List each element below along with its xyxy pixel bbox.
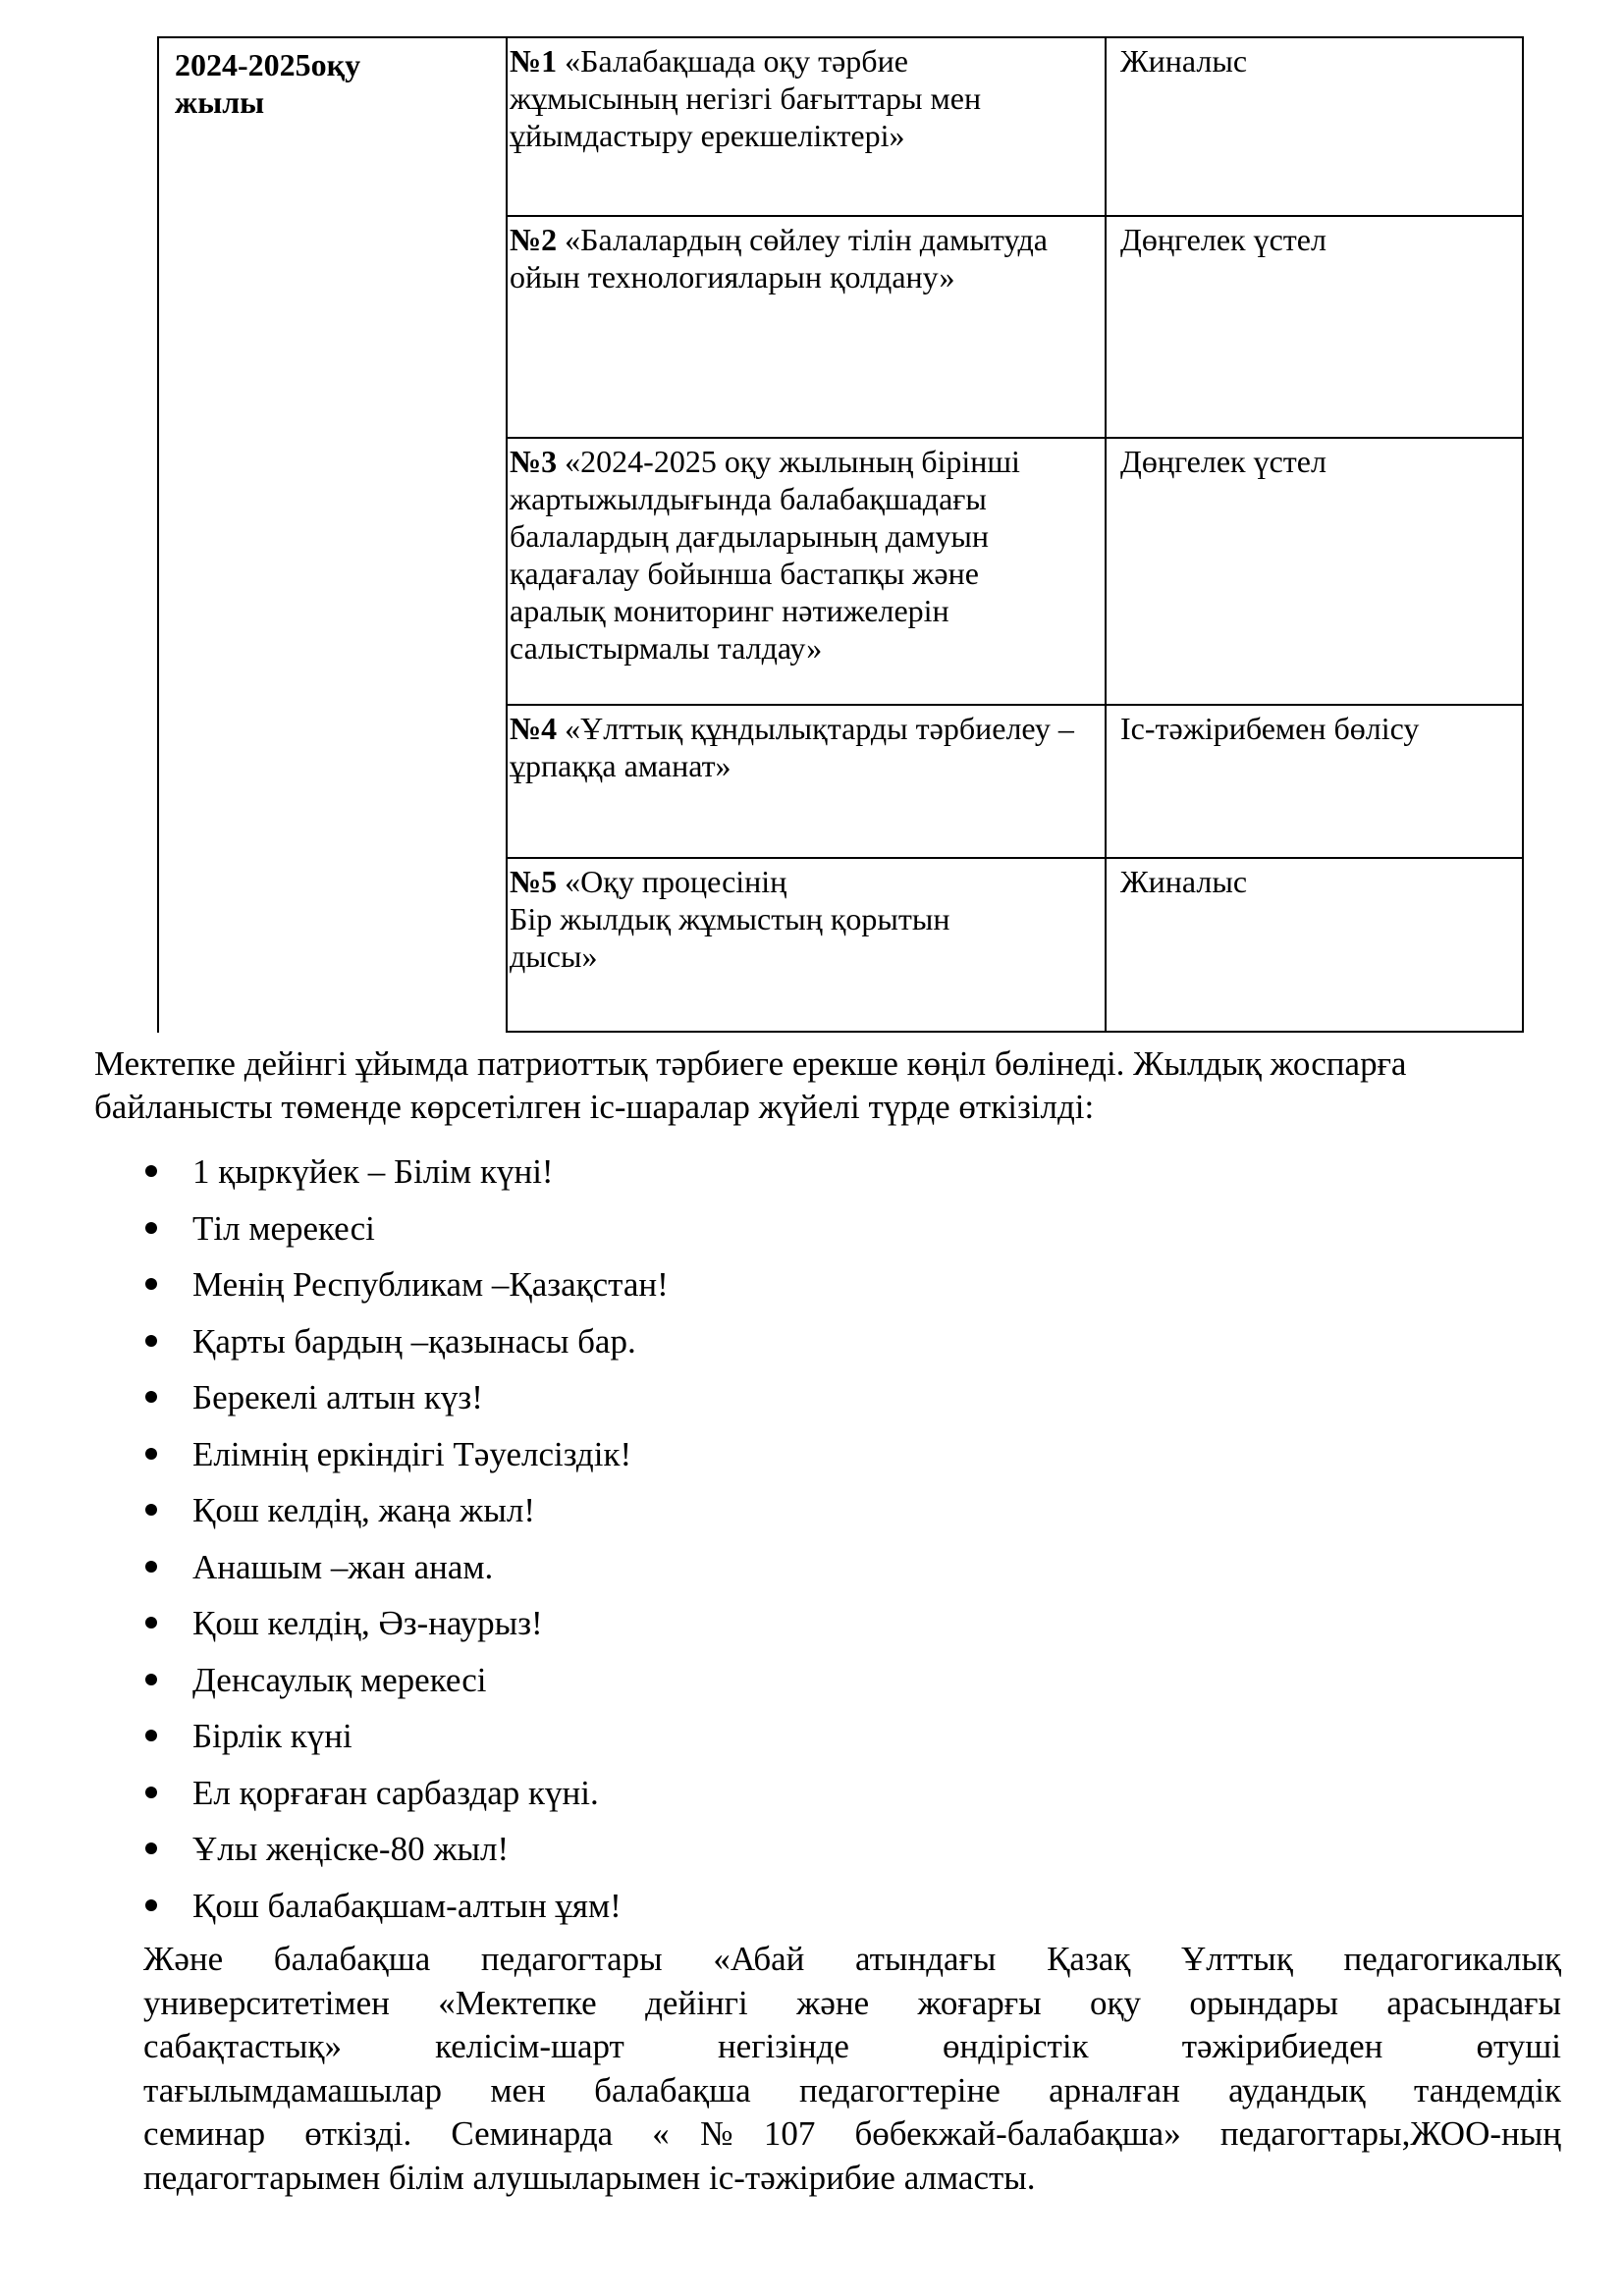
methodical-meetings-table (157, 36, 1524, 1033)
list-item (137, 1659, 1414, 1716)
bullet-icon (145, 1561, 157, 1573)
bullet-icon (145, 1391, 157, 1403)
bullet-icon (145, 1165, 157, 1177)
closing-line: сабақтастық» келісім-шарт негізінде өндірістік тәжірибиеден өтуші (143, 2027, 1561, 2065)
list-item (137, 1885, 1414, 1942)
meeting-number: №4 (510, 711, 558, 746)
academic-year-line-1: 2024-2025оқу (175, 47, 361, 82)
closing-line: семинар өткізді. Семинарда «№107 бөбекжай-балабақша» педагогтары,ЖОО-ның (143, 2114, 1561, 2153)
event-label: 1 қыркүйек – Білім күні! (192, 1152, 554, 1191)
event-label: Елімнің еркіндігі Тәуелсіздік! (192, 1434, 632, 1473)
topic-line: аралық мониторинг нәтижелерін (510, 593, 949, 628)
bullet-icon (145, 1617, 157, 1629)
list-item (137, 1433, 1414, 1490)
meeting-form-cell: Дөңгелек үстел (1105, 215, 1524, 439)
academic-year-line-2: жылы (175, 84, 265, 120)
event-label: Менің Республикам –Қазақстан! (192, 1265, 669, 1304)
intro-paragraph (94, 1042, 1567, 1129)
table-row (506, 215, 1524, 439)
meeting-topic-cell (506, 215, 1107, 439)
meeting-number: №5 (510, 864, 558, 899)
meeting-form-cell: Іс-тәжірибемен бөлісу (1105, 704, 1524, 859)
table-row (506, 704, 1524, 859)
bullet-icon (145, 1222, 157, 1234)
topic-line: ойын технологияларын қолдану» (510, 259, 955, 294)
bullet-icon (145, 1504, 157, 1516)
academic-year-label (175, 46, 489, 121)
bullet-icon (145, 1448, 157, 1460)
closing-line: Және балабақша педагогтары «Абай атындағы Қазақ Ұлттық педагогикалық (143, 1940, 1561, 1978)
meeting-number: №3 (510, 444, 558, 479)
topic-line: салыстырмалы талдау» (510, 630, 823, 666)
event-label: Денсаулық мерекесі (192, 1660, 487, 1699)
closing-line: тағылымдамашылар мен балабақша педагогтеріне арналған аудандық тандемдік (143, 2070, 1561, 2109)
event-label: Қош балабақшам-алтын ұям! (192, 1886, 622, 1925)
event-label: Ұлы жеңіске-80 жыл! (192, 1830, 510, 1868)
topic-line: жұмысының негізгі бағыттары мен (510, 80, 982, 116)
list-item (137, 1376, 1414, 1433)
intro-line: Мектепке дейінгі ұйымда патриоттық тәрбиеге ерекше көңіл бөлінеді. Жылдық жоспарға (94, 1044, 1407, 1083)
meeting-number: №2 (510, 222, 558, 257)
topic-line: Бір жылдық жұмыстың қорытын (510, 901, 950, 936)
topic-line: ұйымдастыру ерекшеліктері» (510, 118, 905, 153)
bullet-icon (145, 1842, 157, 1854)
event-label: Қош келдің, жаңа жыл! (192, 1491, 535, 1529)
meeting-form-cell: Жиналыс (1105, 857, 1524, 1033)
event-label: Қарты бардың –қазынасы бар. (192, 1321, 636, 1361)
meeting-topic-cell (506, 437, 1107, 706)
closing-line: университетімен «Мектепке дейінгі және жоғарғы оқу орындары арасындағы (143, 1983, 1561, 2022)
meeting-topic-cell (506, 857, 1107, 1033)
list-item (137, 1489, 1414, 1546)
list-item (137, 1715, 1414, 1772)
bullet-icon (145, 1787, 157, 1798)
topic-line: балалардың дағдыларының дамуын (510, 518, 990, 554)
events-list (137, 1150, 1414, 1941)
event-label: Анашым –жан анам. (192, 1547, 494, 1586)
table-row (506, 437, 1524, 706)
meeting-form-cell: Жиналыс (1105, 36, 1524, 217)
event-label: Қош келдің, Әз-наурыз! (192, 1604, 543, 1642)
bullet-icon (145, 1335, 157, 1347)
academic-year-cell (157, 36, 506, 1033)
list-item (137, 1320, 1414, 1377)
topic-line: «Оқу процесінің (565, 864, 787, 899)
topic-line: қадағалау бойынша бастапқы және (510, 556, 979, 591)
event-label: Ел қорғаған сарбаздар күні. (192, 1773, 599, 1812)
table-row (506, 857, 1524, 1033)
list-item (137, 1207, 1414, 1264)
topic-line: жартыжылдығында балабақшадағы (510, 481, 987, 516)
list-item (137, 1546, 1414, 1603)
topic-line: дысы» (510, 938, 598, 974)
event-label: Тіл мерекесі (192, 1208, 375, 1248)
bullet-icon (145, 1278, 157, 1290)
meeting-number: №1 (510, 43, 558, 79)
meeting-topic-cell (506, 36, 1107, 217)
topic-line: «Балабақшада оқу тәрбие (565, 43, 908, 79)
bullet-icon (145, 1899, 157, 1911)
list-item (137, 1828, 1414, 1885)
topic-line: «Балалардың сөйлеу тілін дамытуда (565, 222, 1048, 257)
meeting-form-cell: Дөңгелек үстел (1105, 437, 1524, 706)
table-row (506, 36, 1524, 217)
topic-line: «Ұлттық құндылықтарды тәрбиелеу – (565, 711, 1074, 746)
closing-line: педагогтарымен білім алушыларымен іс-тәжірибие алмасты. (143, 2158, 1036, 2197)
topic-line: ұрпаққа аманат» (510, 748, 731, 783)
event-label: Бірлік күні (192, 1717, 352, 1755)
bullet-icon (145, 1730, 157, 1741)
bullet-icon (145, 1674, 157, 1685)
intro-line: байланысты төменде көрсетілген іс-шаралар жүйелі түрде өткізілді: (94, 1088, 1095, 1126)
event-label: Берекелі алтын күз! (192, 1378, 483, 1416)
list-item (137, 1602, 1414, 1659)
list-item (137, 1772, 1414, 1829)
list-item (137, 1263, 1414, 1320)
closing-paragraph (143, 1938, 1561, 2200)
meeting-topic-cell (506, 704, 1107, 859)
list-item (137, 1150, 1414, 1207)
topic-line: «2024-2025 оқу жылының бірінші (565, 444, 1020, 479)
